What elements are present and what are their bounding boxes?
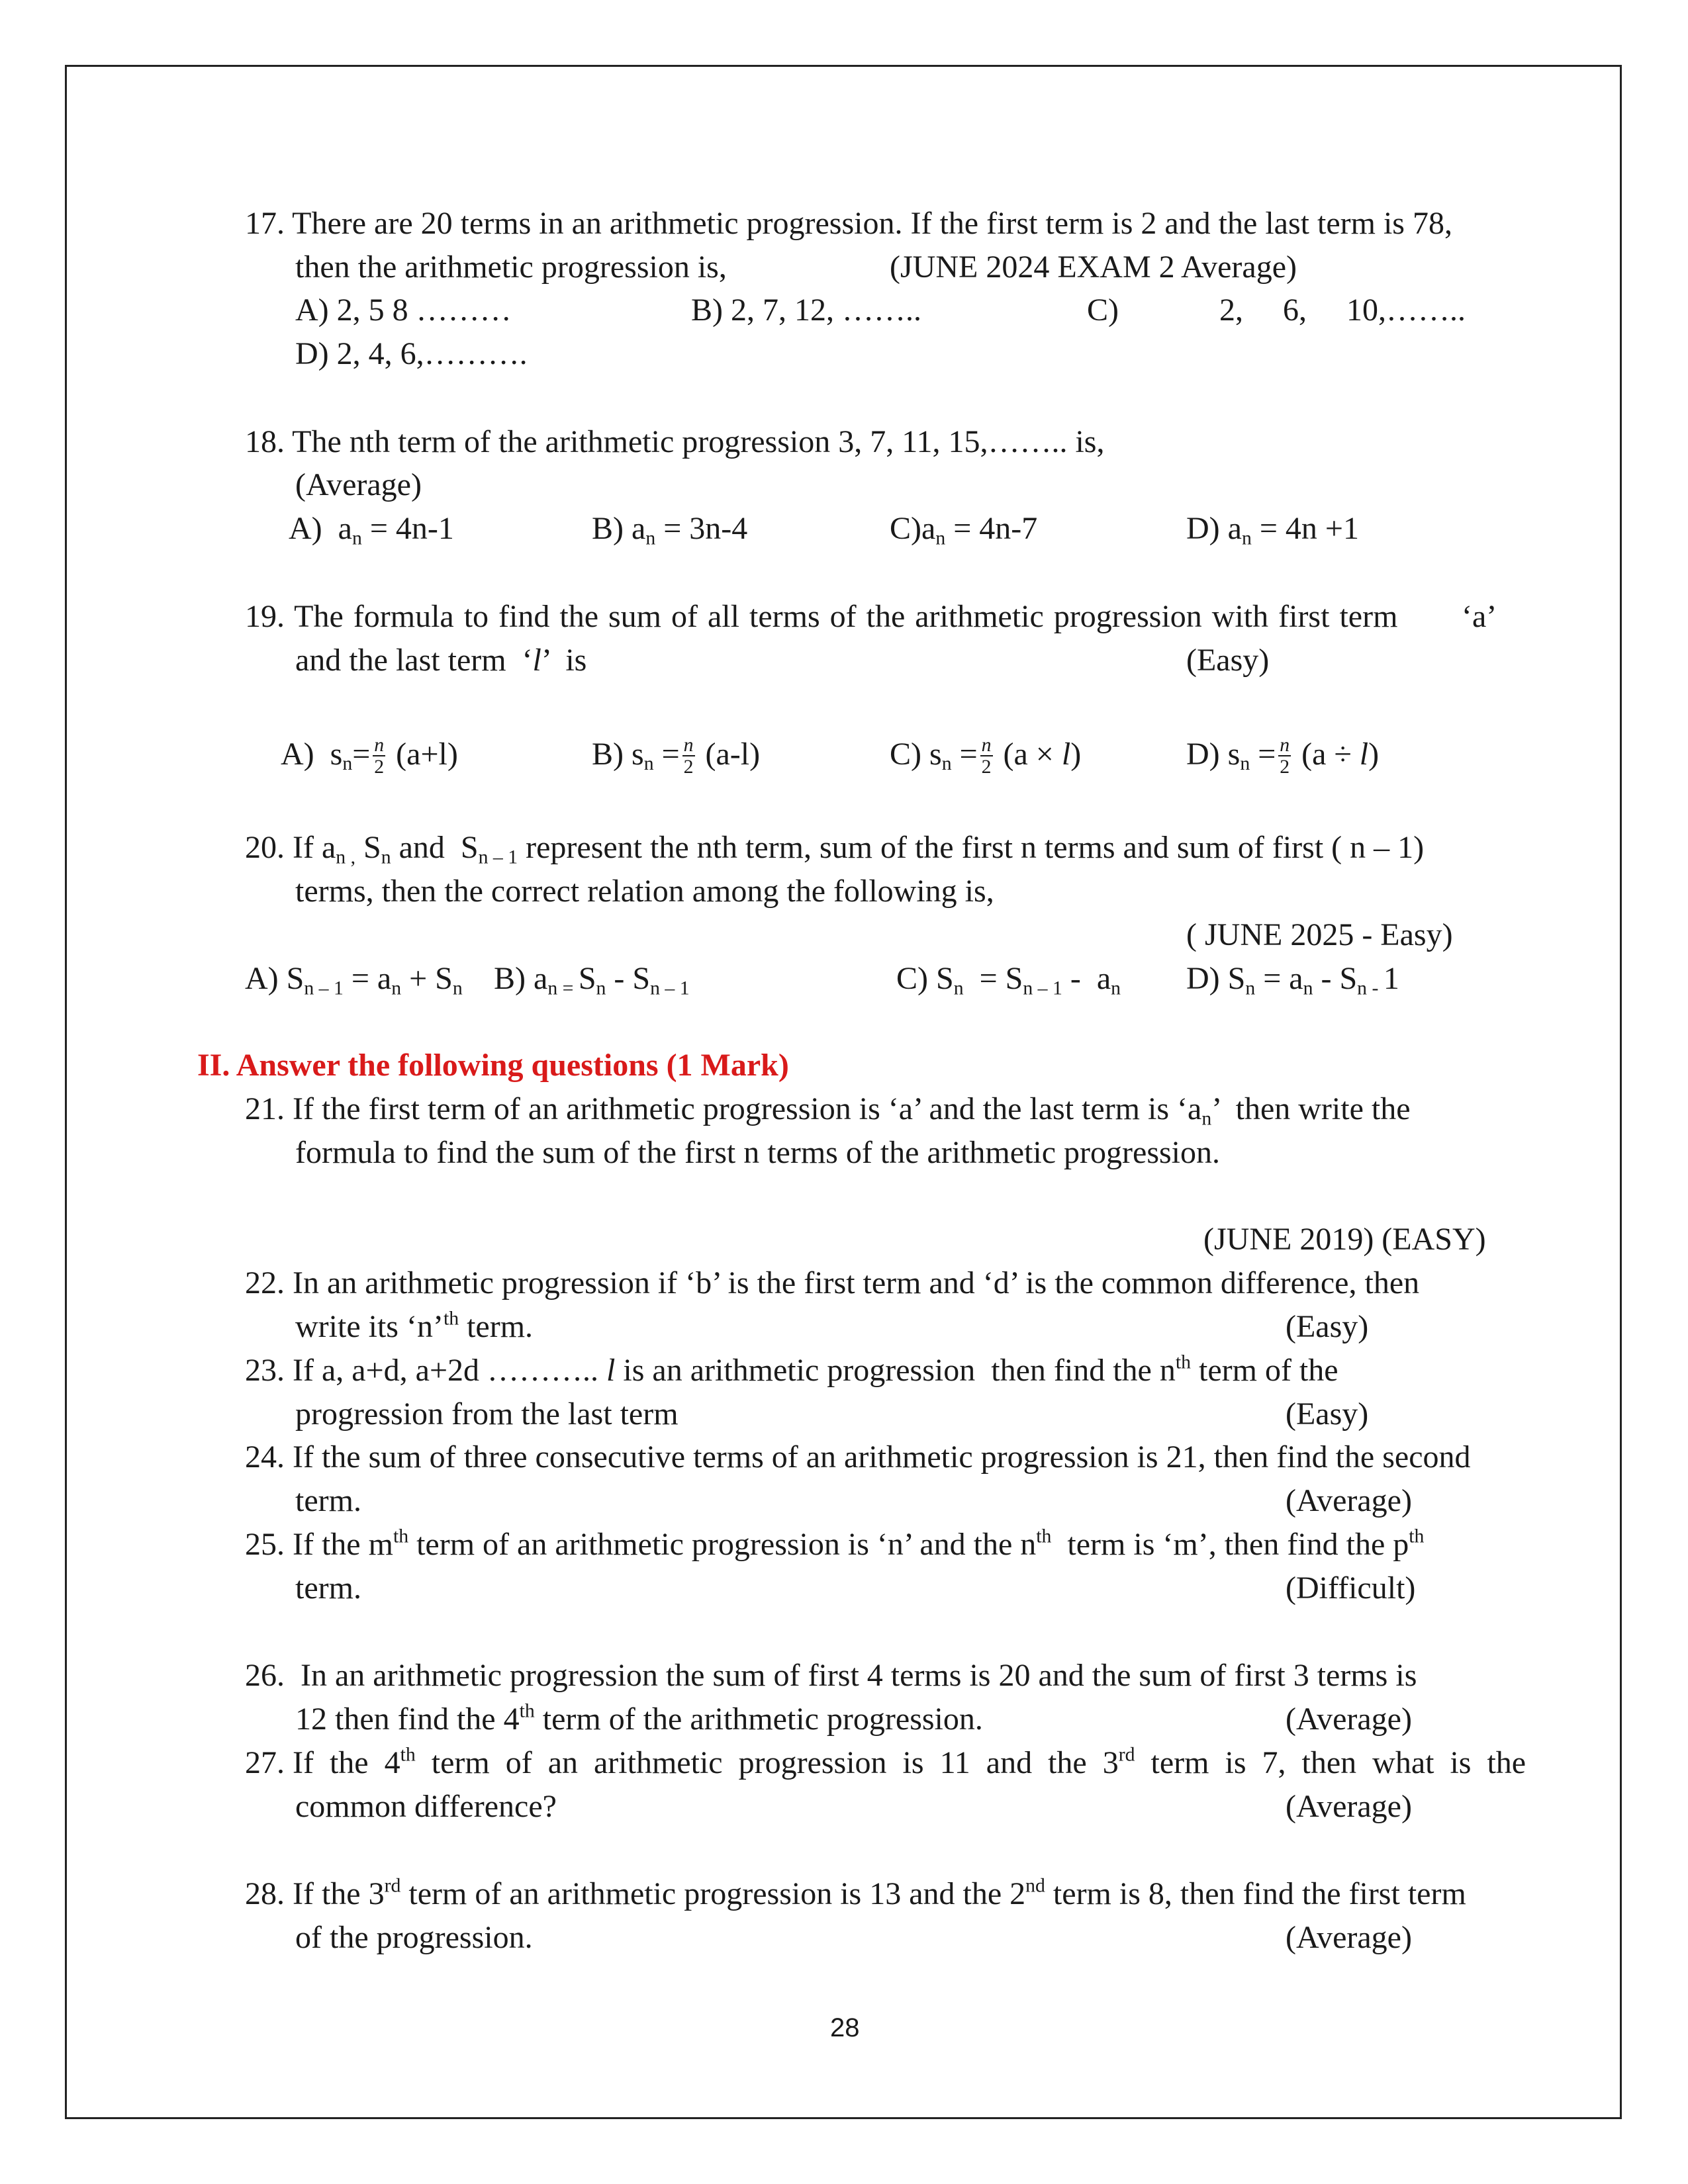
q18-tag: (Average)	[295, 467, 422, 502]
q25-line2: term.	[295, 1570, 361, 1606]
q22-tag: (Easy)	[1286, 1309, 1369, 1344]
q25-tag: (Difficult)	[1286, 1570, 1416, 1606]
q19-option-a: A) $s_n=$ $\frac{n}{2}$ (a+l)	[281, 734, 458, 778]
fraction-n-over-2: $\frac{n}{2}$	[1280, 734, 1290, 778]
page-number: 28	[830, 2013, 860, 2042]
q18-line1: 18. The nth term of the arithmetic progression 3, 7, 11, 15,…….. is,	[245, 424, 1105, 459]
q23-line1: 23. If a, a+d, a+2d ……….. l is an arithmetic progression then find the $n^{th}$ term of the	[245, 1351, 1338, 1388]
q22-line1: 22. In an arithmetic progression if ‘b’ is the first term and ‘d’ is the common difference, then	[245, 1265, 1420, 1300]
q17-option-a: A) 2, 5 8 ………	[295, 293, 512, 328]
q18-option-a: A) $a_n = 4n-1$	[289, 511, 454, 549]
q21-line1: 21. If the first term of an arithmetic progression is ‘a’ and the last term is ‘$a_n$’ then write the	[245, 1091, 1411, 1130]
q28-line1: 28. If the 3rd term of an arithmetic progression is 13 and the 2nd term is 8, then find the first term	[245, 1874, 1466, 1911]
q20-option-d: D) $S_n = a_n - S_{n -}$ 1	[1186, 961, 1399, 999]
fraction-n-over-2: $\frac{n}{2}$	[374, 734, 385, 778]
q25-line1: 25. If the $m^{th}$ term of an arithmetic progression is ‘n’ and the $n^{th}$ term is ‘m’, then find the $p^{th}$	[245, 1525, 1425, 1562]
q17-tag: (JUNE 2024 EXAM 2 Average)	[890, 250, 1297, 285]
q24-tag: (Average)	[1286, 1483, 1412, 1518]
q20-line2: terms, then the correct relation among the following is,	[295, 874, 994, 909]
q27-tag: (Average)	[1286, 1789, 1412, 1824]
q26-line1: 26. In an arithmetic progression the sum of first 4 terms is 20 and the sum of first 3 terms is	[245, 1658, 1417, 1693]
q18-option-c: $C)a_n = 4n-7$	[890, 511, 1038, 549]
q17-option-c-label: C)	[1087, 293, 1119, 328]
q17-option-b: B) 2, 7, 12, ……..	[691, 293, 921, 328]
q27-line2: common difference?	[295, 1789, 557, 1824]
q19-option-b: B) $s_n$ = $\frac{n}{2}$ (a-l)	[592, 734, 761, 778]
q19-line1-end: ‘a’	[1462, 599, 1497, 634]
q20-option-a: A) $S_{n - 1} = a_n + S_n$	[245, 961, 463, 999]
q19-line1: 19. The formula to find the sum of all terms of the arithmetic progression with first term	[245, 599, 1398, 634]
q17-line1: 17. There are 20 terms in an arithmetic progression. If the first term is 2 and the last term is 78,	[245, 206, 1452, 241]
q26-line2: 12 then find the 4th term of the arithmetic progression.	[295, 1700, 983, 1737]
q26-tag: (Average)	[1286, 1702, 1412, 1737]
q23-tag: (Easy)	[1286, 1396, 1369, 1432]
q17-option-c-value: 2, 6, 10,……..	[1219, 293, 1466, 328]
q19-option-d: D) $s_n$ = $\frac{n}{2}$ (a ÷ l)	[1186, 734, 1380, 778]
fraction-n-over-2: $\frac{n}{2}$	[981, 734, 992, 778]
q17-line2: then the arithmetic progression is,	[295, 250, 727, 285]
q28-line2: of the progression.	[295, 1920, 533, 1955]
q20-option-c: C) $S_n = S_{n - 1} - a_n$	[896, 961, 1121, 999]
section-heading: II. Answer the following questions (1 Mark)	[197, 1048, 789, 1083]
q21-line2: formula to find the sum of the first n terms of the arithmetic progression.	[295, 1135, 1221, 1170]
q20-tag: ( JUNE 2025 - Easy)	[1186, 917, 1453, 952]
q23-line2: progression from the last term	[295, 1396, 679, 1432]
q19-line2: and the last term ‘l’ is	[295, 643, 587, 678]
q19-option-c: C) $s_n$ = $\frac{n}{2}$ (a × l)	[890, 734, 1082, 778]
q19-tag: (Easy)	[1186, 643, 1270, 678]
q18-option-b: B) $a_n = 3n-4$	[592, 511, 748, 549]
q28-tag: (Average)	[1286, 1920, 1412, 1955]
q20-option-b: B) $a_{n =}$ $S_n - S_{n - 1}$	[494, 961, 690, 999]
q24-line2: term.	[295, 1483, 361, 1518]
q24-line1: 24. If the sum of three consecutive terms of an arithmetic progression is 21, then find the second	[245, 1439, 1471, 1475]
q18-option-d: D) $a_n = 4n +1$	[1186, 511, 1359, 549]
q22-tag-top: (JUNE 2019) (EASY)	[1203, 1222, 1486, 1257]
q22-line2: write its ‘n’$^{th}$ term.	[295, 1307, 534, 1344]
q20-line1: 20. If $a_{n ,}$ $S_n$ and $S_{n - 1}$ represent the nth term, sum of the first n terms and sum of first ( n – 1)	[245, 830, 1425, 868]
q17-option-d: D) 2, 4, 6,……….	[295, 336, 528, 371]
q27-line1: 27. If the 4th term of an arithmetic progression is 11 and the 3rd term is 7, then what is the	[245, 1743, 1526, 1780]
fraction-n-over-2: $\frac{n}{2}$	[683, 734, 694, 778]
